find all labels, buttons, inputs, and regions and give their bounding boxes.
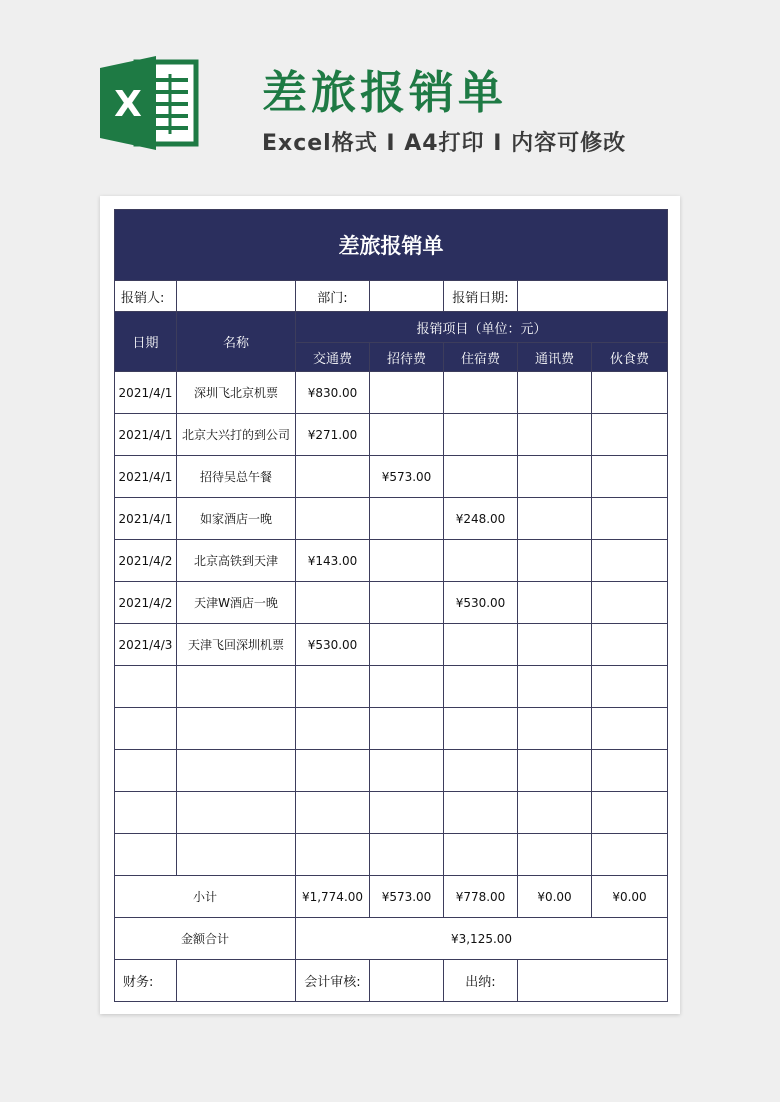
- cell-meals[interactable]: [592, 582, 668, 624]
- col-header-meals: 伙食费: [592, 343, 668, 372]
- cell-telecom[interactable]: [518, 414, 592, 456]
- cell-hospitality[interactable]: [370, 582, 444, 624]
- cell-name[interactable]: 如家酒店一晚: [177, 498, 296, 540]
- table-row: [115, 372, 668, 414]
- cell-lodging[interactable]: ¥248.00: [444, 498, 518, 540]
- subtotal-label: 小计: [115, 876, 296, 918]
- total-label: 金额合计: [115, 918, 296, 960]
- cell-telecom[interactable]: [518, 372, 592, 414]
- cell-name[interactable]: 北京高铁到天津: [177, 540, 296, 582]
- cell-name[interactable]: [177, 792, 296, 834]
- cell-telecom[interactable]: [518, 456, 592, 498]
- dept-value[interactable]: [370, 281, 444, 312]
- col-header-name: 名称: [177, 312, 296, 372]
- cell-transport[interactable]: ¥271.00: [296, 414, 370, 456]
- cell-date[interactable]: 2021/4/2: [115, 582, 177, 624]
- table-row: [115, 540, 668, 582]
- cell-lodging[interactable]: ¥530.00: [444, 582, 518, 624]
- excel-logo-icon: [100, 56, 200, 150]
- cell-hospitality[interactable]: [370, 498, 444, 540]
- banner-title: 差旅报销单: [262, 66, 508, 119]
- col-header-group: 报销项目（单位：元）: [296, 312, 668, 343]
- cell-lodging[interactable]: [444, 834, 518, 876]
- table-row: [115, 834, 668, 876]
- cell-hospitality[interactable]: [370, 750, 444, 792]
- cell-transport[interactable]: ¥830.00: [296, 372, 370, 414]
- cell-hospitality[interactable]: [370, 834, 444, 876]
- col-header-transport: 交通费: [296, 343, 370, 372]
- subtotal-transport[interactable]: ¥1,774.00: [296, 876, 370, 918]
- cell-name[interactable]: [177, 834, 296, 876]
- col-header-telecom: 通讯费: [518, 343, 592, 372]
- cell-date[interactable]: [115, 666, 177, 708]
- date-value[interactable]: [518, 281, 668, 312]
- cell-lodging[interactable]: [444, 708, 518, 750]
- table-row: [115, 708, 668, 750]
- cell-transport[interactable]: [296, 708, 370, 750]
- cell-transport[interactable]: [296, 582, 370, 624]
- cell-lodging[interactable]: [444, 666, 518, 708]
- cell-lodging[interactable]: [444, 414, 518, 456]
- cell-transport[interactable]: [296, 834, 370, 876]
- cell-transport[interactable]: [296, 750, 370, 792]
- table-row: [115, 498, 668, 540]
- cell-meals[interactable]: [592, 624, 668, 666]
- table-row: [115, 582, 668, 624]
- cell-date[interactable]: 2021/4/1: [115, 498, 177, 540]
- form-title: 差旅报销单: [115, 210, 668, 281]
- cell-hospitality[interactable]: [370, 708, 444, 750]
- table-row: [115, 456, 668, 498]
- cell-transport[interactable]: [296, 792, 370, 834]
- cell-telecom[interactable]: [518, 750, 592, 792]
- cell-meals[interactable]: [592, 540, 668, 582]
- cell-date[interactable]: [115, 792, 177, 834]
- cell-name[interactable]: 天津W酒店一晚: [177, 582, 296, 624]
- finance-value[interactable]: [177, 960, 296, 1002]
- cell-meals[interactable]: [592, 372, 668, 414]
- cell-telecom[interactable]: [518, 708, 592, 750]
- cell-transport[interactable]: [296, 498, 370, 540]
- cell-telecom[interactable]: [518, 582, 592, 624]
- cell-lodging[interactable]: [444, 792, 518, 834]
- cell-meals[interactable]: [592, 792, 668, 834]
- cell-name[interactable]: 招待吴总午餐: [177, 456, 296, 498]
- table-row: [115, 414, 668, 456]
- cell-meals[interactable]: [592, 414, 668, 456]
- claimant-value[interactable]: [177, 281, 296, 312]
- cell-transport[interactable]: ¥143.00: [296, 540, 370, 582]
- cell-name[interactable]: 北京大兴打的到公司: [177, 414, 296, 456]
- table-row: [115, 750, 668, 792]
- cell-telecom[interactable]: [518, 624, 592, 666]
- subtotal-lodging[interactable]: ¥778.00: [444, 876, 518, 918]
- cell-name[interactable]: [177, 708, 296, 750]
- cell-date[interactable]: 2021/4/3: [115, 624, 177, 666]
- cell-date[interactable]: 2021/4/1: [115, 456, 177, 498]
- cell-meals[interactable]: [592, 498, 668, 540]
- sheet: [100, 196, 680, 1014]
- claimant-label: 报销人:: [115, 281, 177, 312]
- cell-meals[interactable]: [592, 666, 668, 708]
- cell-transport[interactable]: [296, 456, 370, 498]
- table-row: [115, 666, 668, 708]
- cell-transport[interactable]: [296, 666, 370, 708]
- cell-meals[interactable]: [592, 750, 668, 792]
- cell-hospitality[interactable]: [370, 792, 444, 834]
- audit-label: 会计审核:: [296, 960, 370, 1002]
- cell-date[interactable]: 2021/4/2: [115, 540, 177, 582]
- cell-date[interactable]: 2021/4/1: [115, 414, 177, 456]
- cell-lodging[interactable]: [444, 372, 518, 414]
- cell-date[interactable]: [115, 750, 177, 792]
- cell-date[interactable]: [115, 708, 177, 750]
- cell-telecom[interactable]: [518, 792, 592, 834]
- date-label: 报销日期:: [444, 281, 518, 312]
- cell-hospitality[interactable]: [370, 540, 444, 582]
- cell-lodging[interactable]: [444, 456, 518, 498]
- subtotal-hospitality[interactable]: ¥573.00: [370, 876, 444, 918]
- cell-hospitality[interactable]: [370, 372, 444, 414]
- col-header-date: 日期: [115, 312, 177, 372]
- cell-meals[interactable]: [592, 708, 668, 750]
- cell-transport[interactable]: ¥530.00: [296, 624, 370, 666]
- cell-telecom[interactable]: [518, 834, 592, 876]
- cell-telecom[interactable]: [518, 666, 592, 708]
- subtotal-meals[interactable]: ¥0.00: [592, 876, 668, 918]
- cell-name[interactable]: 天津飞回深圳机票: [177, 624, 296, 666]
- cashier-value[interactable]: [518, 960, 668, 1002]
- cell-meals[interactable]: [592, 834, 668, 876]
- cashier-label: 出纳:: [444, 960, 518, 1002]
- banner-subtitle: Excel格式 I A4打印 I 内容可修改: [262, 131, 627, 156]
- cell-lodging[interactable]: [444, 624, 518, 666]
- cell-hospitality[interactable]: [370, 666, 444, 708]
- cell-lodging[interactable]: [444, 750, 518, 792]
- total-value[interactable]: ¥3,125.00: [296, 918, 668, 960]
- data-rows: [115, 372, 668, 876]
- cell-lodging[interactable]: [444, 540, 518, 582]
- cell-date[interactable]: [115, 834, 177, 876]
- cell-name[interactable]: [177, 750, 296, 792]
- subtotal-telecom[interactable]: ¥0.00: [518, 876, 592, 918]
- cell-name[interactable]: [177, 666, 296, 708]
- table-row: [115, 624, 668, 666]
- col-header-lodging: 住宿费: [444, 343, 518, 372]
- banner: [0, 0, 780, 196]
- excel-logo-letter: X: [114, 84, 142, 125]
- cell-hospitality[interactable]: [370, 414, 444, 456]
- audit-value[interactable]: [370, 960, 444, 1002]
- table-row: [115, 792, 668, 834]
- cell-hospitality[interactable]: ¥573.00: [370, 456, 444, 498]
- cell-meals[interactable]: [592, 456, 668, 498]
- cell-telecom[interactable]: [518, 498, 592, 540]
- finance-label: 财务:: [115, 960, 177, 1002]
- col-header-hospitality: 招待费: [370, 343, 444, 372]
- cell-hospitality[interactable]: [370, 624, 444, 666]
- dept-label: 部门:: [296, 281, 370, 312]
- cell-telecom[interactable]: [518, 540, 592, 582]
- expense-form-table: [114, 209, 668, 1002]
- cell-name[interactable]: 深圳飞北京机票: [177, 372, 296, 414]
- cell-date[interactable]: 2021/4/1: [115, 372, 177, 414]
